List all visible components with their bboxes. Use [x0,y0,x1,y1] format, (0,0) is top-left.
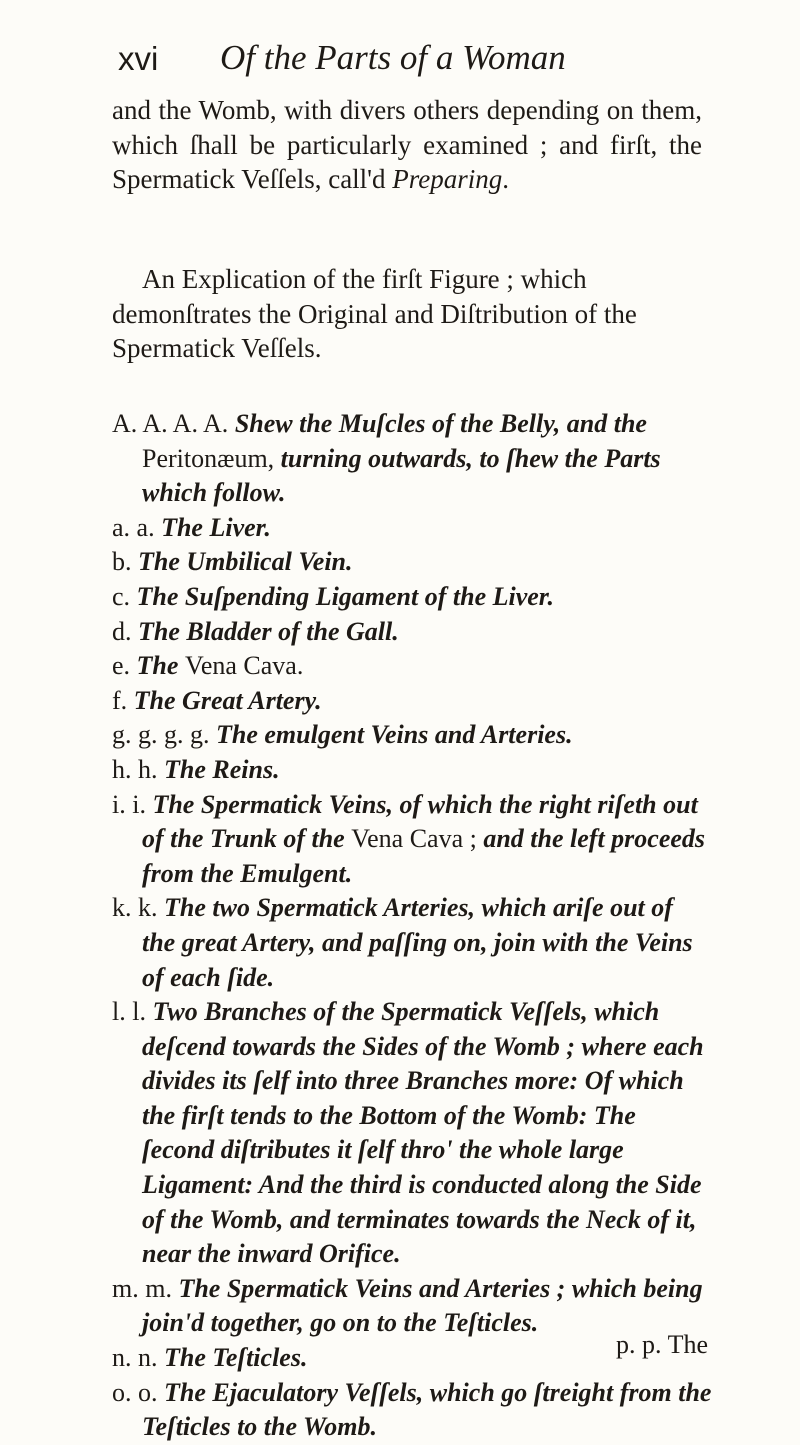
legend-description: The emulgent Veins and Arteries. [209,720,573,750]
legend-description: The Great Artery. [127,685,322,715]
legend-description: The Umbilical Vein. [131,547,353,577]
legend-key: k. k. [112,893,158,923]
legend-description: The [130,651,185,681]
legend-description: Vena Cava. [184,651,304,681]
legend-key: f. [112,685,128,715]
running-title: Of the Parts of a Woman [220,38,566,77]
intro-period: . [502,164,510,194]
legend-key: o. o. [112,1377,158,1407]
legend-description: The Teſticles. [157,1343,308,1373]
legend-entry [112,753,712,788]
intro-text: and the Womb, with divers others depending on them, which ſhall be particularly examined ; and firſt, the Spermatick Veſſels, call'd [112,95,702,194]
legend-description: The Spermatick Veins, of which the right riſeth out of the Trunk of the [142,789,698,854]
legend-key: g. g. g. g. [112,720,210,750]
legend-key: b. [112,547,132,577]
page-number: xvi [118,40,159,77]
legend-entry [112,649,712,684]
legend-entry [112,891,712,995]
legend-entry [112,995,712,1272]
legend-key: n. n. [112,1343,158,1373]
legend-key: h. h. [112,754,158,784]
legend-key: e. [112,651,131,681]
legend-description: Shew the Muſcles of the Belly, and the [228,409,647,438]
figure-legend [112,407,712,1445]
legend-description: Vena Cava ; [351,824,477,854]
legend-description: Peritonæum, [142,443,275,473]
intro-paragraph [112,93,702,197]
legend-entry [112,407,712,511]
legend-entry [112,718,712,753]
page-header [118,38,718,90]
catchword: p. p. The [616,1330,708,1359]
legend-description: The Suſpending Ligament of the Liver. [130,581,554,611]
legend-key: m. m. [112,1273,172,1303]
legend-description: The Liver. [154,512,271,542]
legend-description: and the left proceeds from the Emulgent. [142,824,706,888]
legend-description: The Spermatick Veins and Arteries ; which being join'd together, go on to the Teſticles. [142,1273,703,1338]
legend-entry [112,1376,712,1445]
legend-key: a. a. [112,512,155,542]
legend-entry [112,684,712,719]
legend-description: The Ejaculatory Veſſels, which go ſtreight from the Teſticles to the Womb. [142,1377,712,1442]
legend-entry [112,511,712,546]
legend-description: turning outwards, to ſhew the Parts which follow. [142,443,661,508]
legend-entry [112,615,712,650]
legend-key: d. [112,616,132,646]
legend-description: The two Spermatick Arteries, which ariſe out of the great Artery, and paſſing on, join with the Veins of each ſide. [142,893,693,992]
legend-description: The Reins. [157,754,280,784]
legend-key: A. A. A. A. [112,409,229,438]
legend-description: The Bladder of the Gall. [131,616,399,646]
figure-explanation-heading: An Explication of the firſt Figure ; which demonſtrates the Original and Diſtribution of the Spermatick Veſſels. [112,264,637,363]
legend-key: i. i. [112,789,146,819]
legend-key: l. l. [112,997,146,1027]
legend-entry [112,788,712,892]
intro-italic-term: Preparing [392,164,503,194]
legend-key: c. [112,581,131,611]
legend-description: Two Branches of the Spermatick Veſſels, which deſcend towards the Sides of the Womb ; where each divides its ſelf into three Branches more: Of which the firſt tends to the Bottom of the Womb: The ſecond diſtributes it ſelf thro' the whole large Ligament: And the third is conducted along the Side of the Womb, and terminates towards the Neck of it, near the inward Orifice. [142,997,704,1269]
legend-entry [112,545,712,580]
legend-entry [112,580,712,615]
